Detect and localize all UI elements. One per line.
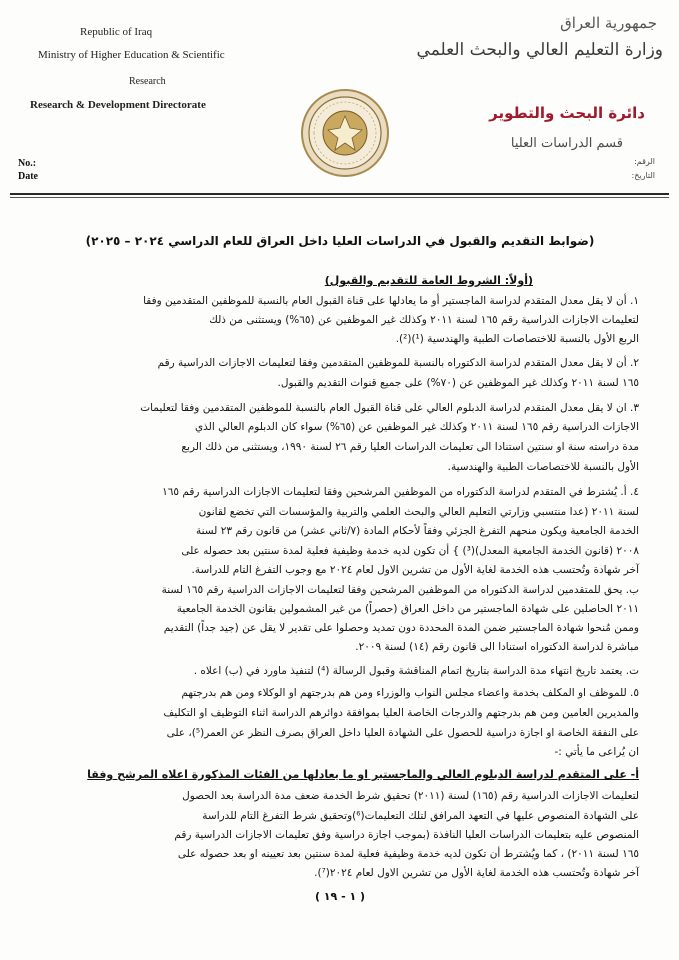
body-line: ٢٠٠٨ (قانون الخدمة الجامعية المعدل)(³) } أن تكون لديه خدمة وظيفية فعلية لمدة سنتين بعد حصوله على [181,545,639,557]
department-name-ar: قسم الدراسات العليا [510,136,623,151]
body-line: ١. أن لا يقل معدل المتقدم لدراسة الماجستير أو ما يعادلها على قناة القبول العام بالنسبة للموظفين المتقدمين وفقا [143,295,639,307]
body-line: على النفقة الخاصة او اجازة دراسية للحصول على الشهادة العليا داخل العراق بصرف النظر عن العمر(⁵)، على [166,727,639,739]
number-label-ar: الرقم: [634,157,655,166]
body-line: ٢. أن لا يقل معدل المتقدم لدراسة الدكتوراه بالنسبة للموظفين المتقدمين وفقا لتعليمات الاجازات الدراسية رقم [157,357,639,369]
body-line: لسنة ٢٠١١ (عدا منتسبي وزارتي التعليم العالي والبحث العلمي والتربية والمؤسسات التي تخضع لقانون [198,506,639,518]
header-divider-thin [10,197,669,198]
date-label-ar: التاريخ: [631,171,655,180]
body-line: ٥. للموظف او المكلف بخدمة واعضاء مجلس النواب والوزراء ومن هم بدرجتهم او الوكلاء ومن هم بدرجتهم [181,687,639,699]
body-line: الخدمة الجامعية ويكون منحهم التفرغ الجزئي وفقاً لأحكام المادة (٧/ثاني عشر) من قانون رقم ٢٣ لسنة [196,525,639,537]
ministry-name-ar: وزارة التعليم العالي والبحث العلمي [416,40,663,60]
body-line: الاجازات الدراسية رقم ١٦٥ لسنة ٢٠١١ وكذلك غير الموظفين عن (٦٥%) سواء كان الدبلوم العالي الذي [194,421,639,433]
body-line: الأول بالنسبة للاختصاصات الطبية والهندسية. [447,461,639,473]
date-label-en: Date [18,171,38,182]
body-line: ١٦٥ لسنة ٢٠١١) ، كما ويُشترط أن تكون لديه خدمة وظيفية فعلية لمدة سنتين بعد تعيينه او بعد حصوله على [177,848,639,860]
directorate-name-en: Research & Development Directorate [30,99,206,111]
country-name-en: Republic of Iraq [80,26,153,38]
body-line: المنصوص عليه بتعليمات الدراسات العليا النافذة (بموجب اجازة دراسية وفق تعليمات الاجازات الدراسية رقم [174,829,639,841]
body-line: الربع الأول بالنسبة للاختصاصات الطبية والهندسية (¹)(²). [395,333,639,345]
body-line: وممن مُنحوا شهادة الماجستير ضمن المدة المحددة دون تمديد وحصلوا على تقدير لا يقل عن (جيد جداً) التقديم [163,622,639,634]
body-line: ب. يحق للمتقدمين لدراسة الدكتوراه من الموظفين المرشحين وفقا لتعليمات الاجازات الدراسية رقم ١٦٥ لسنة [161,584,639,596]
body-line: مباشرة لدراسة الدكتوراه استنادا الى قانون رقم (١٤) لسنة ٢٠٠٩. [355,641,639,653]
body-line: مدة دراسته سنة او سنتين استنادا الى تعليمات الدراسات العليا رقم ٢٦ لسنة ١٩٩٠، ويستثنى من ذلك الربع [181,441,639,453]
body-line: ت. يعتمد تاريخ انتهاء مدة الدراسة بتاريخ اتمام المناقشة وقبول الرسالة (⁴) لتنفيذ ماورد في (ب) اعلاه . [193,665,639,677]
number-label-en: No.: [18,158,37,169]
body-line: لتعليمات الاجازات الدراسية رقم ١٦٥ لسنة ٢٠١١ وكذلك غير الموظفين عن (٦٥%) ويستثنى من ذلك [209,314,639,326]
header-divider [10,193,669,195]
section-heading: (أولاً: الشروط العامة للتقديم والقبول) [324,274,533,287]
directorate-name-ar: دائرة البحث والتطوير [489,104,645,122]
body-line-emphasis: أ- على المتقدم لدراسة الدبلوم العالي والماجستير او ما يعادلها من الفئات المذكورة اعلاه المرشح وفقا [87,768,639,781]
body-line: ٤. أ. يُشترط في المتقدم لدراسة الدكتوراه من الموظفين المرشحين وفقا لتعليمات الاجازات الدراسية رقم ١٦٥ [162,486,639,498]
body-line: والمديرين العامين ومن هم بدرجتهم والدرجات الخاصة العليا بموافقة دوائرهم الدراسة اثناء التوظيف او التكليف [163,707,639,719]
ministry-seal-icon [300,88,390,178]
document-title: (ضوابط التقديم والقبول في الدراسات العليا داخل العراق للعام الدراسي ٢٠٢٤ – ٢٠٢٥) [85,234,595,248]
reference-fields-ar [632,155,655,183]
body-line: آخر شهادة وتُحتسب هذه الخدمة لغاية الأول من تشرين الاول لعام ٢٠٢٤ مع وجوب التفرغ التام للدراسة. [191,564,639,576]
ministry-name-en: Ministry of Higher Education & Scientific [38,49,225,61]
body-line: على الشهادة المنصوص عليها في التعهد المرافق لتلك التعليمات(⁶)وتحقيق شرط التفرغ التام للدراسة [202,810,639,822]
body-line: ان يُراعى ما يأتي :- [554,746,639,758]
body-line: لتعليمات الاجازات الدراسية رقم (١٦٥) لسنة (٢٠١١) تحقيق شرط الخدمة ضعف مدة الدراسة بعد الحصول [182,790,639,802]
ministry-name-en-cont: Research [129,76,166,87]
country-name-ar: جمهورية العراق [560,14,657,32]
body-line: ٢٠١١ الحاصلين على شهادة الماجستير من داخل العراق (حصراً) من غير المشمولين بقانون الخدمة الجامعية [176,603,639,615]
body-line: ٣. ان لا يقل معدل المتقدم لدراسة الدبلوم العالي على قناة القبول العام بالنسبة للموظفين المتقدمين وفقا لتعليمات [140,402,639,414]
page-number: ( ١ - ١٩ ) [314,890,366,903]
body-line: ١٦٥ لسنة ٢٠١١ وكذلك غير الموظفين عن (٧٠%) على جميع قنوات التقديم والقبول. [277,377,639,389]
body-line: آخر شهادة وتُحتسب هذه الخدمة لغاية الأول من تشرين الاول لعام ٢٠٢٤(⁷). [314,867,639,879]
reference-fields-en [18,157,38,183]
